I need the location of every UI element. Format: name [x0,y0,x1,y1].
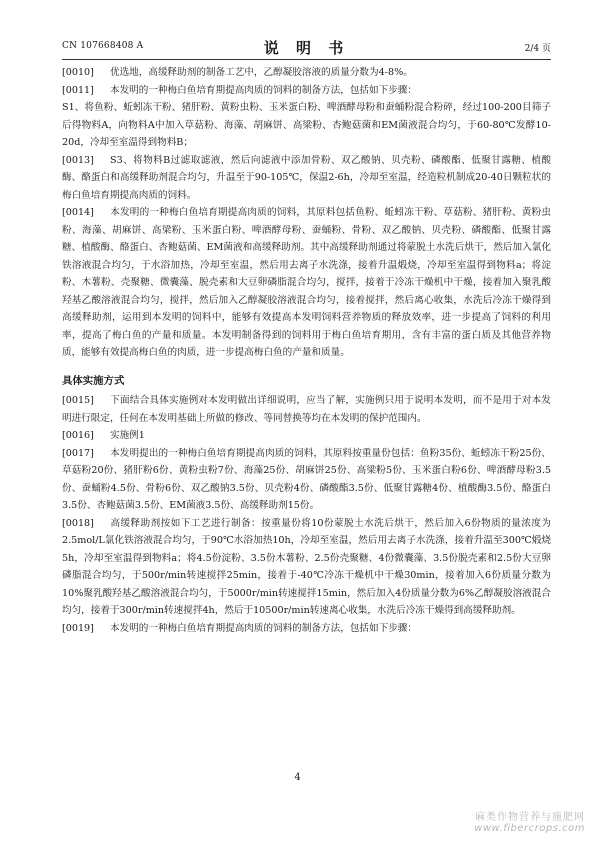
paragraph-number: [0013] [62,154,94,166]
watermark-site-name: 麻类作物营养与施肥网 [475,812,585,823]
paragraph-0019 [62,620,551,638]
patent-number: CN 107668408 A [62,41,144,51]
paragraph-0017 [62,445,551,515]
site-watermark [474,808,585,834]
paragraph-number: [0017] [62,447,94,459]
paragraph-number: [0019] [62,622,94,634]
header-rule [62,59,551,60]
paragraph-0015 [62,392,551,427]
paragraph-0014 [62,204,551,362]
page-of-indicator: 2/4 页 [524,44,551,54]
paragraph-0018 [62,515,551,620]
paragraph-number: [0014] [62,207,94,218]
page-header [62,37,551,57]
paragraph-number: [0010] [62,67,94,78]
paragraph-text: 高缓释助剂按如下工艺进行制备：按重量份将10份蒙脱土水洗后烘干，然后加入6份物质的量浓度为2.5mol/L氯化铁溶液混合均匀，于90℃水浴加热10h，冷却至室温，然后用去离子水洗涤，接着升温至300℃煅烧5h，冷却至室温得到物料a；将4.5份淀粉、3.5份木薯粉、2.5份壳聚糖、4份微囊藻、3.5份脱壳素和2.5份大豆卵磷脂混合均匀，于500r/min转速搅拌25min，接着于-40℃冷冻干燥机中干燥30min，接着加入6份质量分数为10%聚乳酸羟基乙酸溶液混合均匀，于5000r/min转速搅拌15min，然后加入4份质量分数为6%乙醇凝胶溶液混合均匀，接着于300r/min转速搅拌4h，然后于10500r/min转速离心收集，水洗后冷冻干燥得到高缓释助剂。 [62,517,551,616]
paragraph-text: 下面结合具体实施例对本发明做出详细说明，应当了解，实施例只用于说明本发明，而不是用于对本发明进行限定，任何在本发明基础上所做的修改、等同替换等均在本发明的保护范围内。 [62,395,551,424]
document-body [62,64,551,637]
page-number: 4 [294,772,301,783]
section-heading: 具体实施方式 [62,374,125,387]
paragraph-0011 [62,82,551,152]
document-type-title: 说 明 书 [263,39,350,57]
paragraph-text: 本发明的一种梅白鱼培育期提高肉质的饲料的制备方法，包括如下步骤： [110,622,417,634]
paragraph-text: 本发明的一种梅白鱼培育期提高肉质的饲料，其原料包括鱼粉、蚯蚓冻干粉、草菇粉、猪肝粉、黄粉虫粉、海藻、胡麻饼、高梁粉、玉米蛋白粉、啤酒酵母粉、蚕蛹粉、骨粉、双乙酸钠、贝壳粉、磷酸酯、低聚甘露糖、植酸酶、酪蛋白、杏鲍菇菌、EM菌液和高缓释助剂。其中高缓释助剂通过将蒙脱土水洗后烘干，然后加入氯化铁溶液混合均匀，于水浴加热，冷却至室温，然后用去离子水洗涤，接着升温煅烧，冷却至室温得到物料a；将淀粉、木薯粉、壳聚糖、微囊藻、脱壳素和大豆卵磷脂混合均匀，搅拌，接着于冷冻干燥机中干燥，接着加入聚乳酸羟基乙酸溶液混合均匀，搅拌，然后加入乙醇凝胶溶液混合均匀，接着搅拌，然后离心收集，水洗后冷冻干燥得到高缓释助剂，运用到本发明的饲料中，能够有效提高本发明饲料营养物质的释放效率，进一步提高了饲料的利用率，提高了梅白鱼的产量和质量。本发明制备得到的饲料用于梅白鱼培育期用，含有丰富的蛋白质及其他营养物质，能够有效提高梅白鱼的肉质，进一步提高梅白鱼的产量和质量。 [62,207,551,358]
paragraph-number: [0018] [62,517,94,529]
paragraph-text: 本发明的一种梅白鱼培育期提高肉质的饲料的制备方法，包括如下步骤： S1、将鱼粉、蚯蚓冻干粉、猪肝粉、黄粉虫粉、玉米蛋白粉、啤酒酵母粉和蚕蛹粉混合粉碎，经过100-200目筛子后得物料A，向物料A中加入草菇粉、海藻、胡麻饼、高梁粉、杏鲍菇菌和EM菌液混合均匀，于60-80℃发酵10-20d，冷却至室温得到物料B； [62,84,551,148]
watermark-url: www.fibercrops.com [474,823,585,834]
paragraph-text: 优选地，高缓释助剂的制备工艺中，乙醇凝胶溶液的质量分数为4-8%。 [110,67,413,78]
paragraph-0010 [62,64,551,82]
paragraph-0013 [62,152,551,205]
paragraph-number: [0016] [62,430,94,441]
example-heading: 实施例1 [110,430,145,441]
paragraph-0016 [62,427,551,445]
paragraph-number: [0011] [62,84,94,96]
paragraph-number: [0015] [62,395,94,406]
paragraph-text: S3、将物料B过滤取滤液，然后向滤液中添加骨粉、双乙酸钠、贝壳粉、磷酸酯、低聚甘露糖、植酸酶、酪蛋白和高缓释助剂混合均匀，升温至于90-105℃，保温2-6h，冷却至室温，经造粒机制成20-40日颗粒状的梅白鱼培育期提高肉质的饲料。 [62,154,551,201]
paragraph-text: 本发明提出的一种梅白鱼培育期提高肉质的饲料，其原料按重量份包括：鱼粉35份、蚯蚓冻干粉25份、草菇粉20份、猪肝粉6份、黄粉虫粉7份、海藻25份、胡麻饼25份、高梁粉5份、玉米蛋白粉6份、啤酒酵母粉3.5份、蚕蛹粉4.5份、骨粉6份、双乙酸钠3.5份、贝壳粉4份、磷酸酯3.5份、低聚甘露糖4份、植酸酶3.5份、酪蛋白3.5份、杏鲍菇菌3.5份、EM菌液3.5份、高缓释助剂15份。 [62,447,551,511]
